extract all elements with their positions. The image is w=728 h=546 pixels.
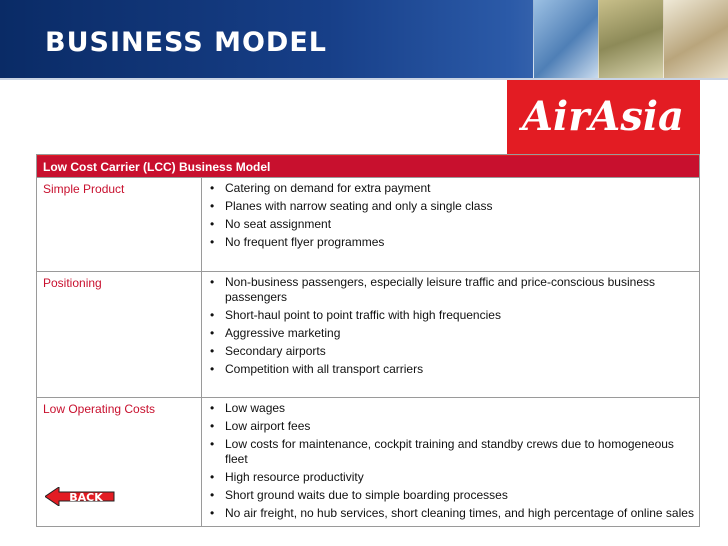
list-item: • High resource productivity <box>208 470 696 485</box>
table-header: Low Cost Carrier (LCC) Business Model <box>37 155 699 177</box>
back-button[interactable] <box>45 487 115 506</box>
back-button-label: BACK <box>69 491 103 504</box>
table-row <box>37 397 699 526</box>
list-item: • Competition with all transport carriers <box>208 362 696 377</box>
airasia-logo <box>507 80 700 154</box>
banner-photo-calculator <box>533 0 598 78</box>
list-item: • No frequent flyer programmes <box>208 235 696 250</box>
list-item: • Catering on demand for extra payment <box>208 181 696 196</box>
list-item: • Aggressive marketing <box>208 326 696 341</box>
list-item: • Low costs for maintenance, cockpit training and standby crews due to homogeneous fleet <box>208 437 696 467</box>
slide-header <box>0 0 728 78</box>
row-label: Low Operating Costs <box>43 402 156 416</box>
banner-photo-coins <box>598 0 663 78</box>
table-row <box>37 177 699 271</box>
bullet-list <box>208 181 696 253</box>
table-row <box>37 271 699 397</box>
list-item: • Secondary airports <box>208 344 696 359</box>
banner-photo-pen <box>663 0 728 78</box>
bullet-list <box>208 401 696 524</box>
list-item: • No air freight, no hub services, short cleaning times, and high percentage of online sales <box>208 506 696 521</box>
business-model-table <box>36 154 700 527</box>
list-item: • Short-haul point to point traffic with high frequencies <box>208 308 696 323</box>
list-item: • Low wages <box>208 401 696 416</box>
list-item: • Non-business passengers, especially leisure traffic and price-conscious business passengers <box>208 275 696 305</box>
row-label: Positioning <box>43 276 102 290</box>
row-label: Simple Product <box>43 182 125 196</box>
list-item: • Short ground waits due to simple boarding processes <box>208 488 696 503</box>
header-photo-banner <box>533 0 728 78</box>
list-item: • Planes with narrow seating and only a single class <box>208 199 696 214</box>
list-item: • No seat assignment <box>208 217 696 232</box>
slide-title: BUSINESS MODEL <box>45 27 327 58</box>
logo-wordmark: AirAsia <box>522 93 684 140</box>
list-item: • Low airport fees <box>208 419 696 434</box>
bullet-list <box>208 275 696 380</box>
